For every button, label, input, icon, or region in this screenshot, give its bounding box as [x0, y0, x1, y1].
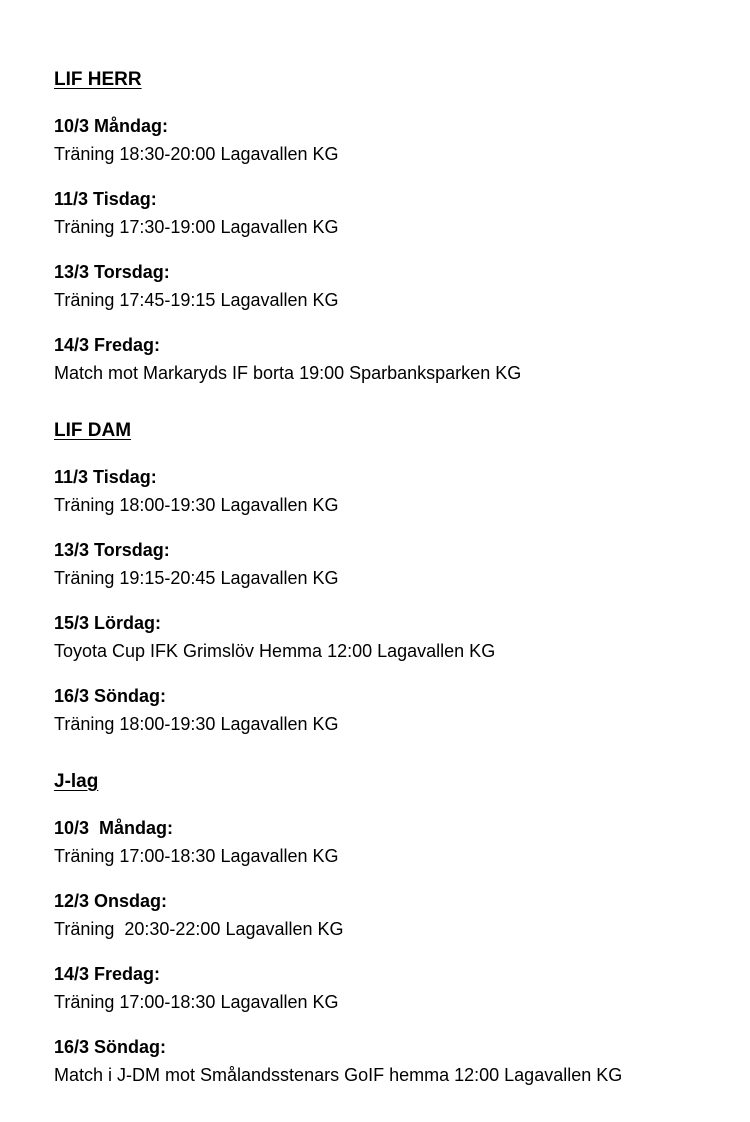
entry-day: 15/3 Lördag:: [54, 613, 162, 633]
section-title: LIF HERR: [54, 69, 142, 90]
entry-text: Träning 19:15-20:45 Lagavallen KG: [54, 568, 339, 588]
entry-day: 14/3 Fredag:: [54, 964, 161, 984]
section-lif-herr: [54, 66, 734, 387]
entry-day: 12/3 Onsdag:: [54, 891, 168, 911]
section-title: LIF DAM: [54, 420, 132, 441]
schedule-entry: [54, 258, 734, 314]
entry-text: Träning 17:00-18:30 Lagavallen KG: [54, 992, 339, 1012]
entry-day: 13/3 Torsdag:: [54, 540, 170, 560]
entry-day: 13/3 Torsdag:: [54, 262, 170, 282]
schedule-entry: [54, 887, 734, 943]
entry-text: Träning 18:00-19:30 Lagavallen KG: [54, 714, 339, 734]
entry-day: 14/3 Fredag:: [54, 335, 161, 355]
schedule-entry: [54, 814, 734, 870]
entry-text: Träning 17:30-19:00 Lagavallen KG: [54, 217, 339, 237]
entry-day: 10/3 Måndag:: [54, 818, 174, 838]
section-title: J-lag: [54, 771, 99, 792]
section-lif-dam: [54, 417, 734, 738]
entry-text: Träning 18:00-19:30 Lagavallen KG: [54, 495, 339, 515]
entry-day: 16/3 Söndag:: [54, 1037, 167, 1057]
section-j-lag: [54, 768, 734, 1089]
schedule-entry: [54, 463, 734, 519]
schedule-entry: [54, 960, 734, 1016]
entry-text: Träning 18:30-20:00 Lagavallen KG: [54, 144, 339, 164]
schedule-entry: [54, 682, 734, 738]
entry-day: 11/3 Tisdag:: [54, 189, 157, 209]
entry-day: 11/3 Tisdag:: [54, 467, 157, 487]
schedule-document: [54, 66, 734, 1106]
schedule-entry: [54, 536, 734, 592]
entry-text: Träning 20:30-22:00 Lagavallen KG: [54, 919, 344, 939]
entry-text: Träning 17:45-19:15 Lagavallen KG: [54, 290, 339, 310]
entry-day: 10/3 Måndag:: [54, 116, 169, 136]
entry-text: Match mot Markaryds IF borta 19:00 Sparbanksparken KG: [54, 363, 522, 383]
schedule-entry: [54, 609, 734, 665]
entry-text: Träning 17:00-18:30 Lagavallen KG: [54, 846, 339, 866]
schedule-entry: [54, 112, 734, 168]
schedule-entry: [54, 185, 734, 241]
schedule-entry: [54, 1033, 734, 1089]
entry-day: 16/3 Söndag:: [54, 686, 167, 706]
schedule-entry: [54, 331, 734, 387]
entry-text: Match i J-DM mot Smålandsstenars GoIF hemma 12:00 Lagavallen KG: [54, 1065, 623, 1085]
entry-text: Toyota Cup IFK Grimslöv Hemma 12:00 Lagavallen KG: [54, 641, 496, 661]
